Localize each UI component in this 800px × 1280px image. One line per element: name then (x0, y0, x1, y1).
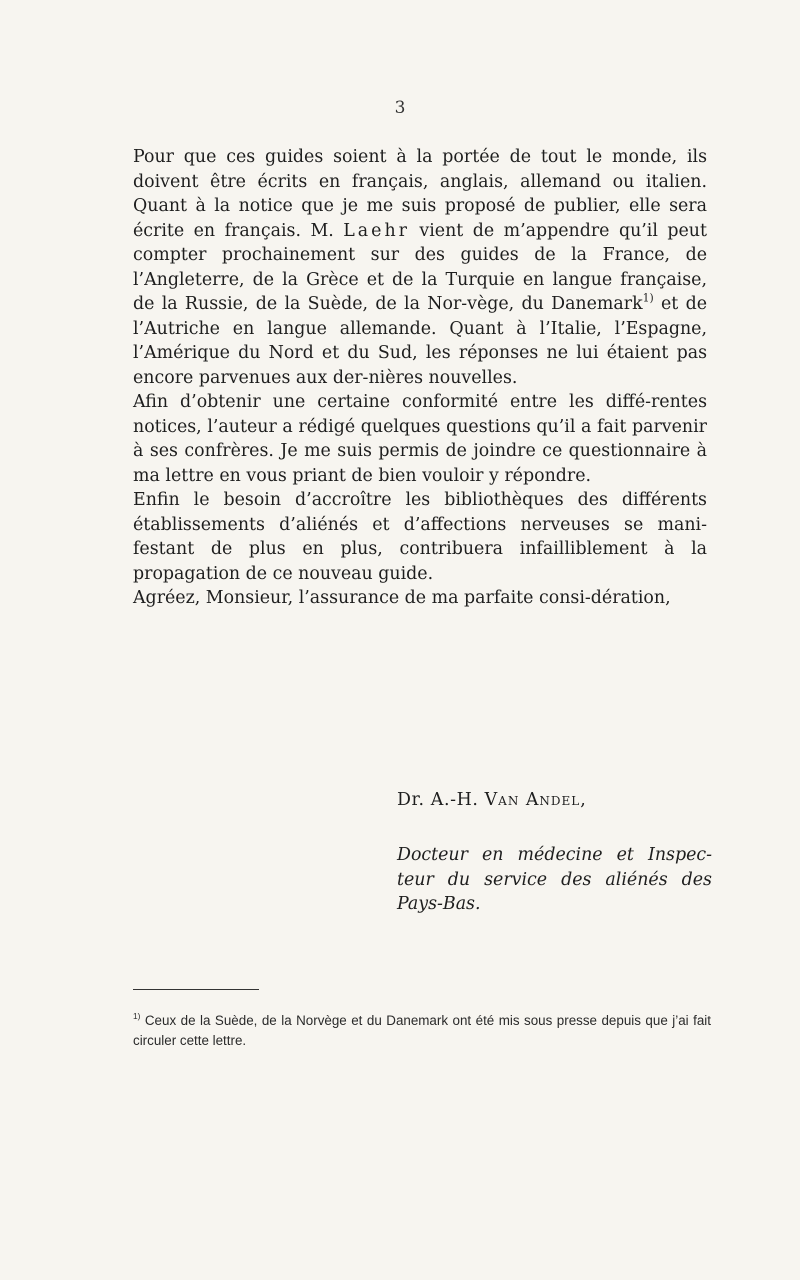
text-line: qu’il peut compter prochainement sur des guides de la (133, 220, 707, 265)
footnote-text: Ceux de la Suède, de la Norvège et du Danemark ont été mis sous presse depuis que j’ai fait circuler cette lettre. (133, 1013, 711, 1048)
text-line: les réponses ne lui étaient pas encore parvenues aux der- (133, 343, 707, 388)
page-number: 3 (394, 98, 406, 118)
signature-prefix: Dr. A.-H. (397, 790, 485, 810)
paragraph-1 (133, 145, 707, 390)
paragraph-3: Enfin le besoin d’accroître les bibliothèques des différents établissements d’aliénés et d’affections nerveuses se mani-festant de plus en plus, contribuera infailliblement à la propagation de ce nouveau guide. (133, 490, 707, 584)
signature-name (397, 790, 717, 810)
signature-suffix: , (580, 790, 587, 810)
text-line: et de l’Autriche en langue allemande. (133, 294, 707, 339)
footnote (133, 1011, 711, 1051)
text-line: Quant à l’Italie, l’Espagne, l’Amérique du Nord et du Sud, (133, 318, 707, 363)
text-line: ils doivent être écrits en français, anglais, allemand ou (133, 147, 708, 192)
text-line: vient de m’appendre (409, 220, 610, 241)
paragraph-2: Afin d’obtenir une certaine conformité entre les diffé-rentes notices, l’auteur a rédigé quelques questions qu’il a fait parvenir à ses confrères. Je me suis permis de joindre ce questionnaire à ma lettre en vous priant de bien vouloir y répondre. (133, 392, 707, 486)
text-line: France, de l’Angleterre, de la Grèce et de la Turquie en (133, 245, 707, 290)
text-line: nières nouvelles. (368, 367, 518, 388)
author-name: Laehr (343, 220, 410, 241)
body-text (133, 145, 707, 611)
signature-title: Docteur en médecine et Inspec-teur du service des aliénés des Pays-Bas. (397, 845, 712, 914)
footnote-marker: 1) (133, 1011, 141, 1022)
footnote-divider (133, 989, 259, 990)
footnote-reference: 1) (642, 291, 654, 305)
text-line: italien. Quant à la notice que je me suis proposé de publier, (133, 171, 707, 216)
paragraph-4: Agréez, Monsieur, l’assurance de ma parfaite consi-dération, (133, 588, 671, 608)
signature-surname: Van Andel (484, 790, 581, 810)
text-line: langue française, de la Russie, de la Suède, de la Nor- (133, 269, 707, 314)
text-line: elle sera écrite en français. M. (133, 196, 707, 241)
text-line: Pour que ces guides soient à la portée de tout le monde, (133, 147, 678, 167)
text-line: vège, du Danemark (467, 294, 643, 314)
